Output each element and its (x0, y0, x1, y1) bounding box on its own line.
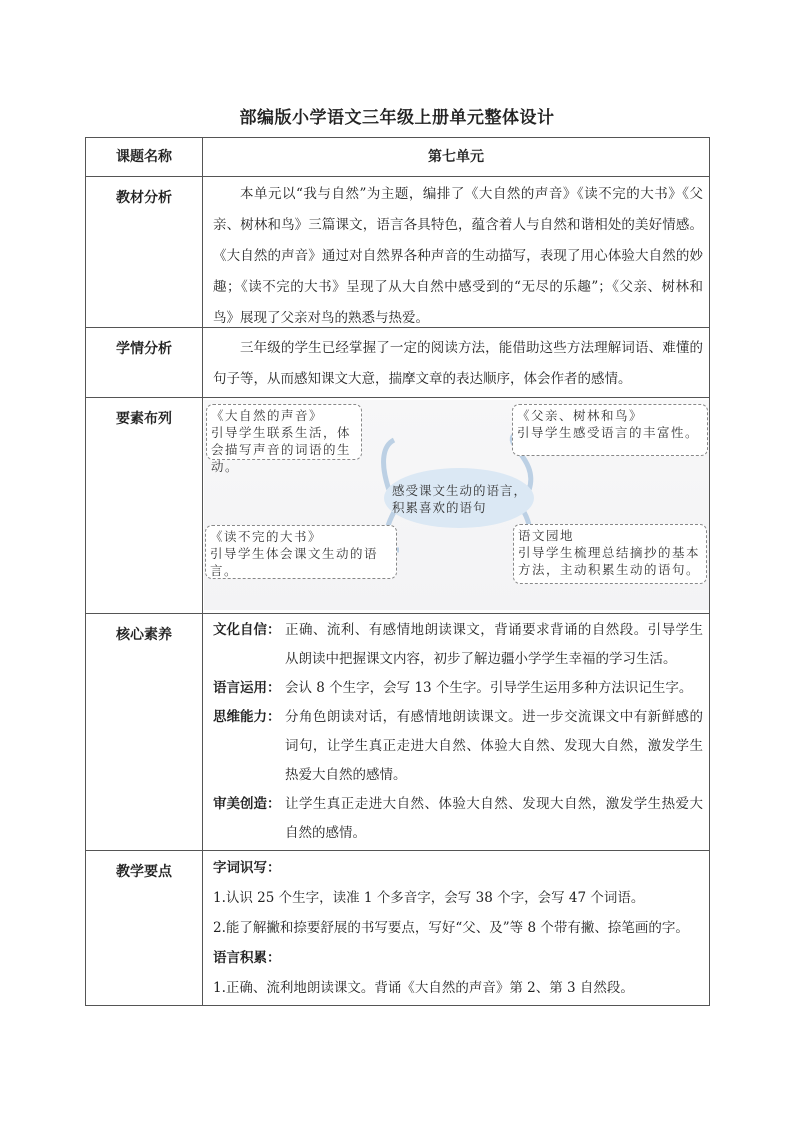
teaching-point: 1.认识 25 个生字，读准 1 个多音字，会写 38 个字，会写 47 个词语。 (213, 890, 645, 906)
teaching-points (203, 851, 709, 1005)
mindmap-node-bottom-right (513, 524, 707, 584)
student-analysis-text: 三年级的学生已经掌握了一定的阅读方法，能借助这些方法理解词语、难懂的句子等，从而感知课文大意，揣摩文章的表达顺序，体会作者的感情。 (213, 340, 703, 387)
mindmap-node-top-right (512, 404, 708, 456)
table-row (86, 398, 710, 614)
mind-map (204, 400, 709, 610)
mindmap-node-title: 《大自然的声音》 (211, 408, 324, 423)
mindmap-node-top-left (206, 404, 362, 474)
row-label-core: 核心素养 (86, 614, 203, 851)
mindmap-node-title: 语文园地 (518, 528, 575, 543)
table-row (86, 851, 710, 1006)
core-item-key: 文化自信： (213, 622, 281, 638)
core-item-key: 思维能力： (213, 709, 281, 725)
unit-name: 第七单元 (203, 138, 710, 177)
table-row (86, 138, 710, 177)
row-label-topic: 课题名称 (86, 138, 203, 177)
row-label-elements: 要素布列 (86, 398, 203, 614)
mindmap-node-title: 《读不完的大书》 (210, 529, 323, 544)
row-label-students: 学情分析 (86, 328, 203, 398)
table-row (86, 328, 710, 398)
mindmap-node-title: 《父亲、树林和鸟》 (517, 408, 644, 423)
core-item (213, 616, 703, 674)
core-item-value: 正确、流利、有感情地朗读课文，背诵要求背诵的自然段。引导学生从朗读中把握课文内容，初步了解边疆小学学生幸福的学习生活。 (285, 622, 703, 667)
textbook-analysis-text: 本单元以“我与自然”为主题，编排了《大自然的声音》《读不完的大书》《父亲、树林和鸟》三篇课文，语言各具特色，蕴含着人与自然和谐相处的美好情感。《大自然的声音》通过对自然界各种声音的生动描写，表现了用心体验大自然的妙趣；《读不完的大书》呈现了从大自然中感受到的“无尽的乐趣”；《父亲、树林和鸟》展现了父亲对鸟的熟悉与热爱。 (213, 186, 703, 326)
core-item-key: 审美创造： (213, 796, 281, 812)
unit-plan-table (85, 137, 710, 1006)
mindmap-node-text: 引导学生感受语言的丰富性。 (517, 425, 700, 440)
core-item-value: 分角色朗读对话，有感情地朗读课文。进一步交流课文中有新鲜感的词句，让学生真正走进大自然、体验大自然、发现大自然，激发学生热爱大自然的感情。 (285, 709, 703, 783)
teaching-point: 1.正确、流利地朗读课文。背诵《大自然的声音》第 2、第 3 自然段。 (213, 980, 634, 996)
core-item (213, 703, 703, 790)
core-item (213, 674, 703, 703)
core-literacy-list (203, 614, 709, 850)
table-row (86, 177, 710, 328)
section-heading: 语言积累： (213, 950, 281, 966)
mindmap-center: 感受课文生动的语言，积累喜欢的语句 (384, 468, 534, 528)
page-title: 部编版小学语文三年级上册单元整体设计 (239, 108, 555, 128)
teaching-point: 2.能了解撇和捺要舒展的书写要点，写好“父、及”等 8 个带有撇、捺笔画的字。 (213, 920, 689, 936)
core-item-value: 会认 8 个生字，会写 13 个生字。引导学生运用多种方法识记生字。 (285, 680, 693, 696)
core-item-value: 让学生真正走进大自然、体验大自然、发现大自然，激发学生热爱大自然的感情。 (285, 796, 703, 841)
mindmap-node-bottom-left (205, 525, 397, 579)
row-label-textbook: 教材分析 (86, 177, 203, 328)
table-row (86, 614, 710, 851)
row-label-keypoints: 教学要点 (86, 851, 203, 1006)
mindmap-node-text: 引导学生体会课文生动的语言。 (210, 546, 379, 578)
mindmap-node-text: 引导学生联系生活，体会描写声音的词语的生动。 (211, 425, 352, 474)
section-heading: 字词识写： (213, 860, 281, 876)
mindmap-node-text: 引导学生梳理总结摘抄的基本方法，主动积累生动的语句。 (518, 545, 701, 577)
core-item-key: 语言运用： (213, 680, 281, 696)
core-item (213, 790, 703, 848)
